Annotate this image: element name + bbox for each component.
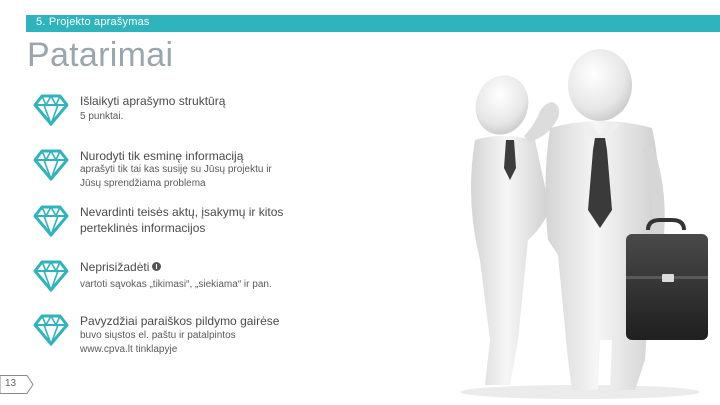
diamond-icon (33, 204, 69, 238)
diamond-icon (33, 148, 69, 182)
info-icon (152, 262, 161, 271)
diamond-icon (33, 259, 69, 293)
tip-note: aprašyti tik tai kas susiję su Jūsų projektu ir (80, 164, 272, 175)
tip-item (33, 259, 333, 295)
tip-heading-text: Neprisižadėti (80, 260, 150, 274)
slide-title: Patarimai (27, 36, 174, 74)
page-number: 13 (5, 378, 17, 389)
tip-note: vartoti sąvokas „tikimasi“, „siekiama“ ir pan. (80, 279, 272, 290)
tip-heading: Nevardinti teisės aktų, įsakymų ir kitos perteklinės informacijos (80, 205, 284, 235)
tip-heading: Išlaikyti aprašymo struktūrą (80, 94, 226, 108)
section-title: 5. Projekto aprašymas (36, 16, 150, 28)
tip-heading: Nurodyti tik esminę informaciją (80, 149, 244, 163)
tip-item (33, 93, 333, 129)
tip-note: 5 punktai. (80, 111, 124, 122)
section-header-bar (26, 15, 720, 32)
tip-heading (80, 259, 161, 275)
diamond-icon (33, 93, 69, 127)
tip-note: Jūsų sprendžiama problema (80, 178, 206, 189)
page-number-tab (0, 375, 34, 394)
tip-item (33, 313, 333, 357)
tip-note: buvo siųstos el. paštu ir patalpintos (80, 330, 236, 341)
whispering-figures-illustration (440, 40, 710, 400)
tip-item (33, 148, 333, 188)
tip-item (33, 204, 333, 240)
tip-note: www.cpva.lt tinklapyje (80, 344, 178, 355)
diamond-icon (33, 313, 69, 347)
tip-heading: Pavyzdžiai paraiškos pildymo gairėse (80, 314, 280, 328)
